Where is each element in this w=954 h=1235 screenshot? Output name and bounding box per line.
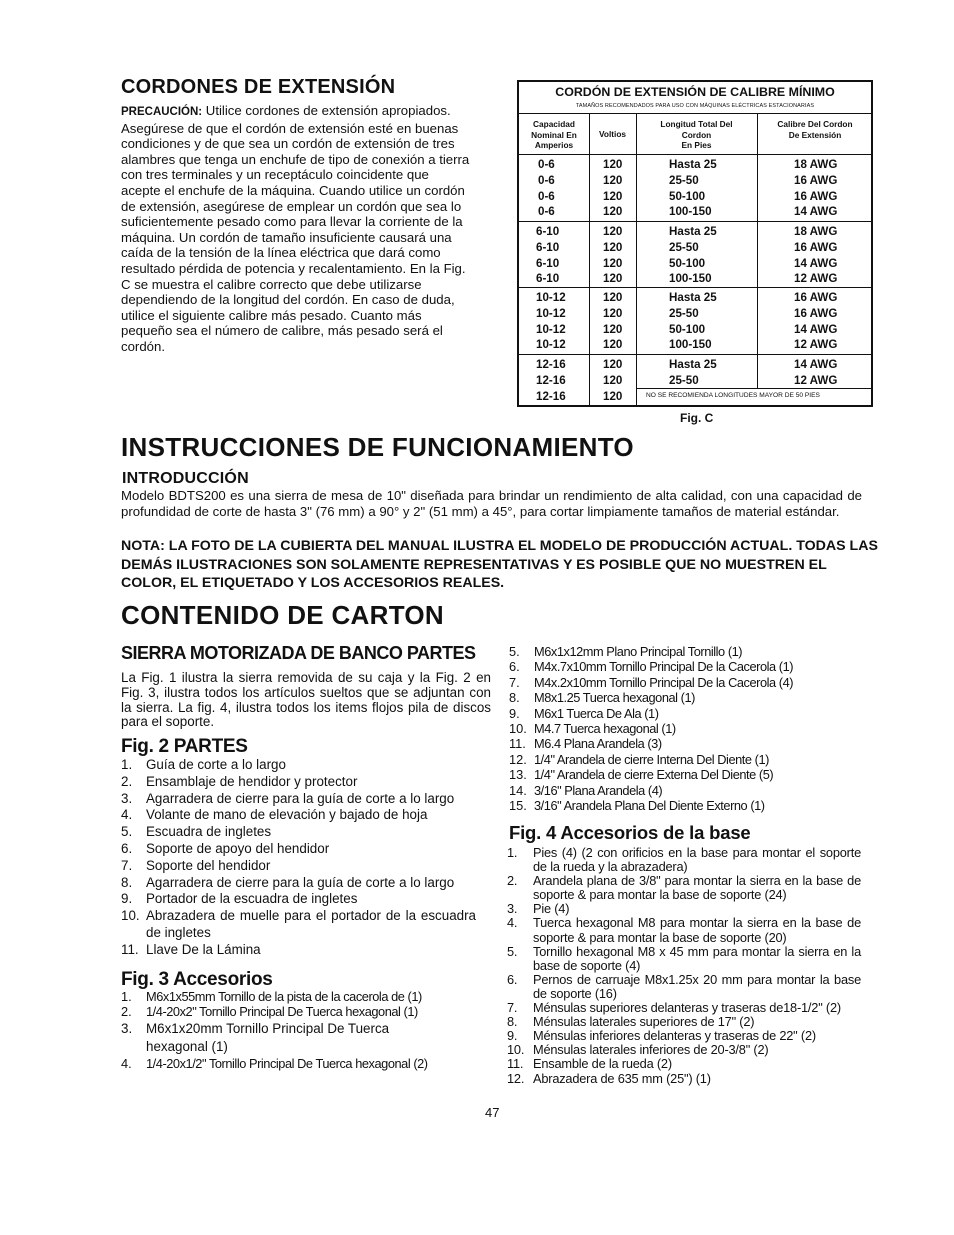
list-item-text: Tornillo hexagonal M8 x 45 mm para montar la sierra en la base de soporte (4): [533, 943, 861, 973]
list-item-number: 2.: [121, 1004, 132, 1020]
list-item-text: Ménsulas laterales superiores de 17" (2): [533, 1014, 755, 1030]
list-item-number: 3.: [121, 790, 133, 806]
list-item: [507, 945, 861, 973]
list-item: [121, 757, 476, 774]
list-item: [509, 783, 849, 798]
list-item-number: 7.: [509, 674, 520, 690]
list-item: [121, 841, 476, 858]
list-item-text: 3/16" Plana Arandela (4): [534, 782, 663, 798]
list-item: [507, 874, 861, 902]
contenido-heading: CONTENIDO DE CARTON: [121, 600, 445, 630]
list-item: [509, 752, 849, 767]
table-subtitle: TAMAÑOS RECOMENDADOS PARA USO CON MÁQUINAS ELÉCTRICAS ESTACIONARIAS: [575, 103, 815, 109]
fig2-heading: Fig. 2 PARTES: [121, 736, 248, 757]
col-length: Hasta 25 25-50 50-100 100-150: [669, 225, 717, 286]
list-item-number: 1.: [121, 757, 133, 772]
list-item: [509, 736, 849, 751]
list-item: [507, 1057, 861, 1071]
list-item: [121, 875, 476, 892]
col-amps: 10-12 10-12 10-12 10-12: [536, 291, 566, 352]
list-item-number: 10.: [509, 721, 527, 737]
list-item-text: Agarradera de cierre para la guía de corte a lo largo: [146, 874, 455, 890]
list-item: [509, 675, 849, 690]
list-item-number: 5.: [509, 644, 520, 659]
list-item: [121, 774, 476, 791]
page-number: 47: [485, 1105, 500, 1120]
col-gauge: 14 AWG 12 AWG: [794, 358, 838, 387]
list-item-text: M6x1x55mm Tornillo de la pista de la cacerola de (1): [146, 989, 422, 1004]
list-item-number: 4.: [121, 807, 133, 823]
list-item: [509, 706, 849, 721]
table-note: NO SE RECOMIENDA LONGITUDES MAYOR DE 50 PIES: [646, 392, 820, 399]
list-item: [507, 1015, 861, 1029]
col-volts: 120 120 120 120: [603, 225, 623, 286]
list-item-text: Ensamblaje de hendidor y protector: [146, 773, 358, 789]
list-item-number: 5.: [121, 824, 133, 840]
list-item-text: Soporte del hendidor: [146, 857, 271, 873]
col-gauge: 16 AWG 16 AWG 14 AWG 12 AWG: [794, 291, 838, 352]
fig3-heading: Fig. 3 Accesorios: [121, 969, 273, 990]
table-rule: [519, 113, 871, 114]
table-rule: [519, 154, 871, 155]
list-item: [121, 1056, 461, 1071]
col-volts: 120 120 120 120: [603, 158, 623, 219]
header-volts: Voltios: [598, 129, 627, 139]
list-item-text: Escuadra de ingletes: [146, 824, 272, 840]
col-length: Hasta 25 25-50 50-100 100-150: [669, 158, 717, 219]
list-item: [507, 902, 861, 916]
list-item: [509, 690, 849, 705]
list-item-number: 15.: [509, 798, 527, 814]
header-gauge: Calibre Del Cordon De Extensión: [777, 119, 853, 140]
list-item-text: Ensamble de la rueda (2): [533, 1056, 672, 1072]
fig2-list: [121, 757, 476, 959]
list-item: [509, 767, 849, 782]
table-divider: [636, 113, 637, 405]
list-item-number: 9.: [507, 1028, 518, 1044]
nota-text: NOTA: LA FOTO DE LA CUBIERTA DEL MANUAL ILUSTRA EL MODELO DE PRODUCCIÓN ACTUAL. TODAS LAS DEMÁS ILUSTRACIONES SON SOLAMENTE REPRESENTATIVAS Y ES POSIBLE QUE NO MUESTREN EL COLOR, EL ETIQUETADO Y LOS ACCESORIOS REALES.: [121, 538, 878, 591]
fig3-list-left: [121, 989, 461, 1071]
table-title: CORDÓN DE EXTENSIÓN DE CALIBRE MÍNIMO: [555, 85, 835, 99]
list-item: [121, 824, 476, 841]
list-item-text: Ménsulas laterales inferiores de 20-3/8" (2): [533, 1042, 769, 1058]
list-item-text: Portador de la escuadra de ingletes: [146, 891, 358, 907]
list-item-number: 8.: [509, 690, 520, 706]
list-item-text: Pernos de carruaje M8x1.25x 20 mm para montar la base de soporte (16): [533, 971, 861, 1001]
cordones-text: Utilice cordones de extensión apropiados. Asegúrese de que el cordón de extensión esté en buenas condiciones y de que sea un cordón de extensión de tres alambres que tenga un enchufe de tipo de conexión a tierra con tres terminales y un receptáculo coincidente que acepte el enchufe de la máquina. Cuando utilice un cordón de extensión, asegúrese de emplear un cordón que sea lo suficientemente pesado como para llevar la corriente de la máquina. Un cordón de tamaño insuficiente causará una caída de la tensión de la línea eléctrica que dará como resultado pérdida de potencia y recalentamiento. En la Fig. C se muestra el calibre correcto que debe utilizarse dependiendo de la longitud del cordón. En caso de duda, utilice el siguiente calibre más pesado. Cuanto más pequeño sea el número de calibre, más pesado será el cordón.: [121, 103, 470, 354]
list-item: [121, 989, 461, 1004]
list-item: [121, 807, 476, 824]
fig4-heading: Fig. 4 Accesorios de la base: [509, 822, 751, 843]
fig4-list: [507, 846, 861, 1086]
list-item-text: M6x1x12mm Plano Principal Tornillo (1): [534, 644, 743, 659]
header-length: Longitud Total Del Cordon En Pies: [660, 119, 733, 150]
list-item-number: 12.: [507, 1070, 525, 1086]
list-item-number: 3.: [121, 1020, 133, 1036]
list-item-number: 9.: [509, 705, 520, 721]
list-item-text: Soporte de apoyo del hendidor: [146, 840, 330, 856]
list-item-number: 2.: [507, 873, 518, 889]
header-amps: Capacidad Nominal En Amperios: [531, 119, 577, 150]
cordones-paragraph: [121, 103, 471, 355]
list-item-number: 11.: [507, 1056, 524, 1072]
list-item: [507, 1043, 861, 1057]
table-rule: [519, 221, 871, 222]
list-item-number: 5.: [507, 943, 518, 959]
list-item: [509, 721, 849, 736]
list-item: [509, 644, 849, 659]
list-item: [121, 858, 476, 875]
list-item: [121, 891, 476, 908]
table-divider: [757, 113, 758, 389]
list-item-number: 14.: [509, 782, 527, 798]
list-item: [121, 908, 476, 942]
list-item-number: 4.: [121, 1055, 132, 1071]
list-item-number: 4.: [507, 915, 518, 931]
list-item-text: M4x.2x10mm Tornillo Principal De la Cacerola (4): [534, 674, 794, 690]
list-item-text: M6x1x20mm Tornillo Principal De Tuerca hexagonal (1): [146, 1020, 390, 1054]
list-item-text: Abrazadera de 635 mm (25") (1): [533, 1070, 711, 1086]
list-item-number: 6.: [509, 659, 520, 675]
list-item: [121, 1020, 421, 1056]
col-length: Hasta 25 25-50: [669, 358, 717, 387]
list-item: [507, 973, 861, 1001]
list-item: [507, 846, 861, 874]
list-item-number: 2.: [121, 773, 133, 789]
list-item-text: Ménsulas inferiores delanteras y traseras de 22" (2): [533, 1028, 816, 1044]
list-item-number: 11.: [509, 736, 526, 752]
list-item: [121, 942, 476, 959]
list-item-text: Abrazadera de muelle para el portador de la escuadra de ingletes: [146, 908, 476, 940]
list-item-number: 8.: [507, 1014, 518, 1030]
list-item-text: 1/4-20x1/2" Tornillo Principal De Tuerca hexagonal (2): [146, 1055, 428, 1071]
col-amps: 12-16 12-16 12-16: [536, 358, 566, 403]
list-item-number: 6.: [507, 971, 518, 987]
list-item-text: Pie (4): [533, 901, 570, 917]
col-length: Hasta 25 25-50 50-100 100-150: [669, 291, 717, 352]
table-divider: [589, 113, 590, 405]
list-item-number: 10.: [121, 908, 140, 924]
col-gauge: 18 AWG 16 AWG 14 AWG 12 AWG: [794, 225, 838, 286]
list-item-text: 1/4" Arandela de cierre Externa Del Diente (5): [534, 767, 774, 783]
list-item: [507, 1072, 861, 1086]
list-item-text: Arandela plana de 3/8" para montar la sierra en la base de soporte & para montar la base de soporte (24): [533, 873, 861, 903]
list-item-number: 8.: [121, 874, 133, 890]
list-item-text: M4.7 Tuerca hexagonal (1): [534, 721, 676, 737]
list-item-text: Tuerca hexagonal M8 para montar la sierra en la base de soporte & para montar la base de soporte (20): [533, 915, 861, 945]
instrucciones-heading: INSTRUCCIONES DE FUNCIONAMIENTO: [121, 432, 634, 462]
list-item-number: 11.: [121, 941, 139, 957]
list-item-text: Ménsulas superiores delanteras y traseras de18-1/2" (2): [533, 1000, 841, 1016]
list-item: [507, 916, 861, 944]
fig3-list-right: [509, 644, 849, 813]
list-item: [509, 798, 849, 813]
list-item-number: 1.: [507, 845, 518, 860]
precaucion-label: PRECAUCIÓN:: [121, 106, 203, 118]
col-volts: 120 120 120 120: [603, 291, 623, 352]
list-item-number: 7.: [507, 1000, 518, 1016]
list-item-text: 3/16" Arandela Plana Del Diente Externo (1): [534, 798, 765, 814]
col-amps: 0-6 0-6 0-6 0-6: [538, 158, 555, 219]
list-item-number: 6.: [121, 840, 133, 856]
list-item-text: Pies (4) (2 con orificios en la base para montar el soporte de la rueda y la abrazadera): [533, 845, 861, 875]
list-item: [121, 1004, 461, 1019]
list-item-text: M8x1.25 Tuerca hexagonal (1): [534, 690, 695, 706]
list-item-number: 12.: [509, 751, 527, 767]
list-item-text: 1/4" Arandela de cierre Interna Del Diente (1): [534, 751, 769, 767]
list-item-number: 1.: [121, 989, 132, 1004]
extension-cord-table: [517, 80, 873, 407]
table-rule: [519, 354, 871, 355]
list-item-text: M6x1 Tuerca De Ala (1): [534, 705, 659, 721]
list-item-text: Guía de corte a lo largo: [146, 757, 286, 772]
col-gauge: 18 AWG 16 AWG 16 AWG 14 AWG: [794, 158, 838, 219]
list-item-text: M6.4 Plana Arandela (3): [534, 736, 662, 752]
introduccion-text: Modelo BDTS200 es una sierra de mesa de 10" diseñada para brindar un rendimiento de alta calidad, con una capacidad de profundidad de corte de hasta 3" (76 mm) a 90° y 2" (51 mm) a 45°, para cortar limpiamente tamaños de material estándar.: [121, 488, 862, 519]
col-volts: 120 120 120: [603, 358, 623, 403]
list-item-text: Llave De la Lámina: [146, 941, 261, 957]
list-item: [507, 1029, 861, 1043]
col-amps: 6-10 6-10 6-10 6-10: [536, 225, 560, 286]
list-item-text: Agarradera de cierre para la guía de corte a lo largo: [146, 790, 455, 806]
list-item-text: Volante de mano de elevación y bajado de hoja: [146, 807, 428, 823]
figure-caption: Fig. C: [680, 411, 714, 425]
list-item: [121, 791, 476, 808]
contenido-intro: La Fig. 1 ilustra la sierra removida de su caja y la Fig. 2 en Fig. 3, ilustra todos los artículos sueltos que se adjuntan con la sierra. La fig. 4, ilustra todos los items flojos pila de discos para el soporte.: [121, 670, 491, 730]
list-item-number: 7.: [121, 857, 133, 873]
list-item-number: 10.: [507, 1042, 525, 1058]
list-item: [507, 1001, 861, 1015]
list-item: [509, 659, 849, 674]
list-item-number: 13.: [509, 767, 527, 783]
list-item-number: 9.: [121, 891, 133, 907]
sierra-heading: SIERRA MOTORIZADA DE BANCO PARTES: [121, 643, 476, 663]
cordones-heading: CORDONES DE EXTENSIÓN: [121, 76, 396, 98]
list-item-text: M4x.7x10mm Tornillo Principal De la Cacerola (1): [534, 659, 794, 675]
introduccion-heading: INTRODUCCIÓN: [122, 470, 249, 487]
list-item-number: 3.: [507, 901, 518, 917]
list-item-text: 1/4-20x2" Tornillo Principal De Tuerca hexagonal (1): [146, 1004, 418, 1020]
